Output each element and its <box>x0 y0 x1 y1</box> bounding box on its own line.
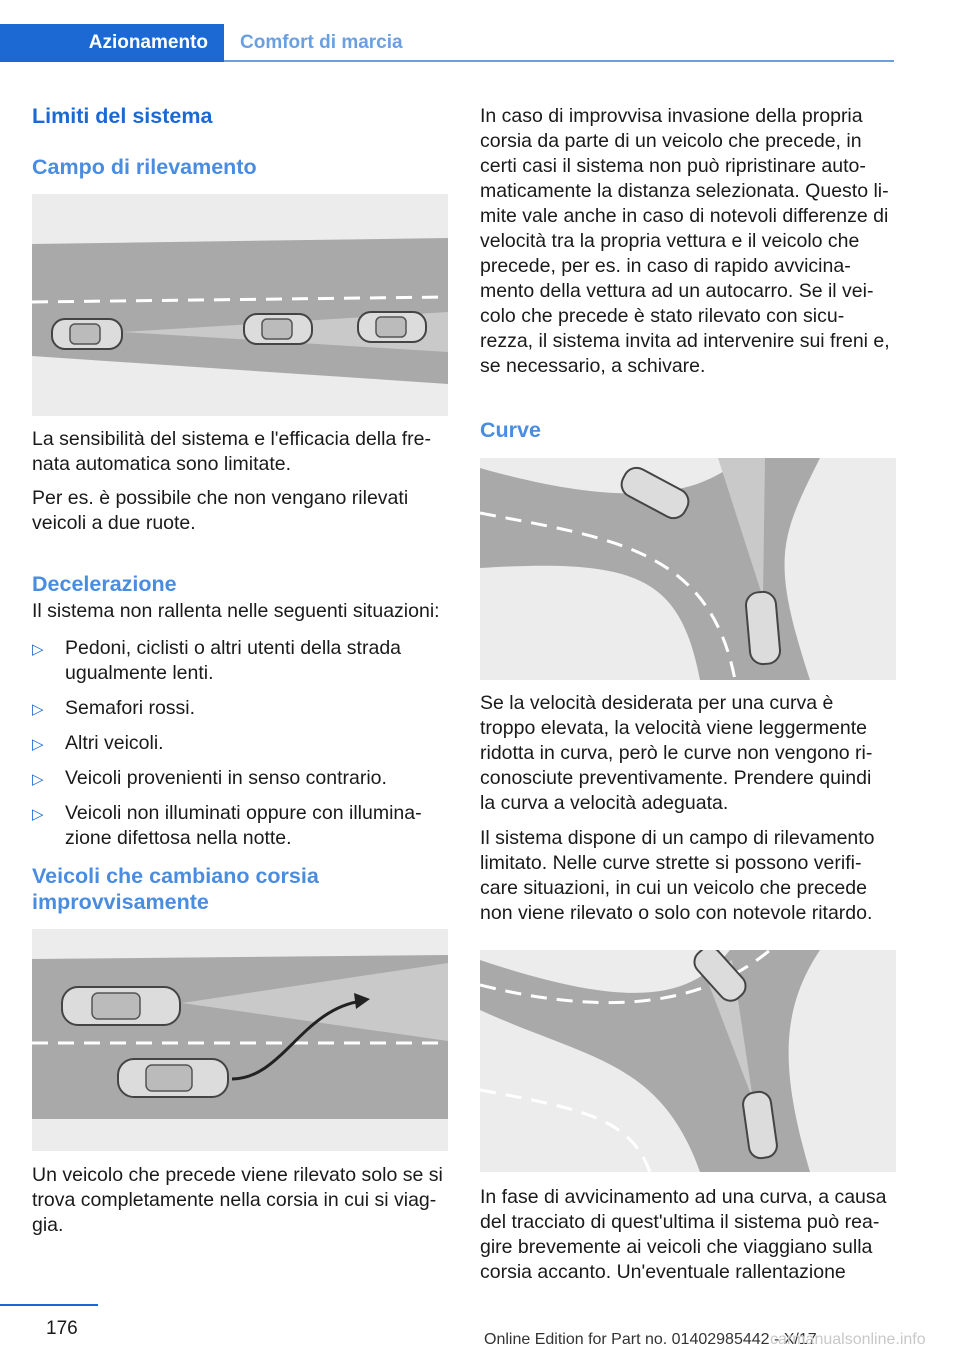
list-item: ▷ Veicoli non illuminati oppure con illumina- zione difettosa nella notte. <box>32 802 422 849</box>
heading-curve: Curve <box>480 418 541 442</box>
para-campo: Il sistema dispone di un campo di rilevamento limitato. Nelle curve strette si possono verifi- care situazioni, in cui un veicolo che precede non viene rilevato o solo con notevole ritardo. <box>480 827 875 924</box>
triangle-bullet-icon: ▷ <box>32 641 44 658</box>
para-velocita: Se la velocità desiderata per una curva è troppo elevata, la velocità viene leggermente ridotta in curva, però le curve non vengono ri- conosciute preventivamente. Prendere quindi la curva a velocità adeguata. <box>480 692 873 814</box>
para-sensibilita-2: nata automatica sono limitate. <box>32 453 292 475</box>
car-icon-front-2 <box>358 312 426 342</box>
list-item: ▷ Pedoni, ciclisti o altri utenti della strada ugualmente lenti. <box>32 637 402 684</box>
car-icon-front-1 <box>244 314 312 344</box>
chapter-tabbar <box>0 24 894 62</box>
list-situazioni <box>32 636 448 851</box>
para-avvicinamento: In fase di avvicinamento ad una curva, a causa del tracciato di quest'ultima il sistema può rea- gire brevemente ai veicoli che viaggiano sulla corsia accanto. Un'eventuale rallentazione <box>480 1186 887 1283</box>
heading-decelerazione: Decelerazione <box>32 572 177 596</box>
triangle-bullet-icon: ▷ <box>32 771 44 788</box>
tab-azionamento[interactable]: Azionamento <box>0 24 224 62</box>
edition-note: Online Edition for Part no. 01402985442 - X/17 <box>484 1331 817 1348</box>
heading-limiti-del-sistema: Limiti del sistema <box>32 104 213 128</box>
figure-detection-range <box>32 194 448 416</box>
car-icon-own <box>62 987 180 1025</box>
footer-rule <box>0 1304 98 1306</box>
para-sensibilita-1: La sensibilità del sistema e l'efficacia della fre- <box>32 428 431 450</box>
heading-cambiano-corsia-1: Veicoli che cambiano corsia <box>32 864 319 888</box>
para-non-rallenta: Il sistema non rallenta nelle seguenti situazioni: <box>32 600 440 622</box>
car-icon-own <box>745 591 781 665</box>
para-invasione: In caso di improvvisa invasione della propria corsia da parte di un veicolo che precede, in certi casi il sistema non può ripristinare auto- maticamente la distanza selezionata. Questo li- mite vale anche in caso di notevoli differenze di velocità tra la propria vettura e il veicolo che precede, per es. in caso di rapido avvicina- mento della vettura ad un autocarro. Se il vei- colo che precede è stato rilevato con sicu- rezza, il sistema invita ad intervenire sui freni e, se necessario, a schivare. <box>480 105 890 377</box>
list-item: ▷ Veicoli provenienti in senso contrario. <box>32 766 448 791</box>
triangle-bullet-icon: ▷ <box>32 736 44 753</box>
watermark: carmanualsonline.info <box>770 1331 926 1348</box>
para-veicolo-3: gia. <box>32 1214 64 1236</box>
car-icon-merging <box>118 1059 228 1097</box>
triangle-bullet-icon: ▷ <box>32 701 44 718</box>
car-icon-own <box>52 319 122 349</box>
tab-underline <box>224 60 894 62</box>
triangle-bullet-icon: ▷ <box>32 806 44 823</box>
para-per-es-2: veicoli a due ruote. <box>32 512 196 534</box>
para-veicolo-1: Un veicolo che precede viene rilevato solo se si <box>32 1164 443 1186</box>
para-veicolo-2: trova completamente nella corsia in cui si viag- <box>32 1189 437 1211</box>
list-item: ▷ Semafori rossi. <box>32 696 448 721</box>
figure-lane-change <box>32 929 448 1151</box>
list-item: ▷ Altri veicoli. <box>32 731 448 756</box>
heading-cambiano-corsia-2: improvvisamente <box>32 890 209 914</box>
page-number: 176 <box>46 1318 78 1339</box>
para-per-es-1: Per es. è possibile che non vengano rilevati <box>32 487 409 509</box>
figure-curve-1 <box>480 458 896 680</box>
figure-curve-2 <box>480 950 896 1172</box>
heading-campo-di-rilevamento: Campo di rilevamento <box>32 155 257 179</box>
tab-comfort-di-marcia[interactable]: Comfort di marcia <box>240 32 403 53</box>
